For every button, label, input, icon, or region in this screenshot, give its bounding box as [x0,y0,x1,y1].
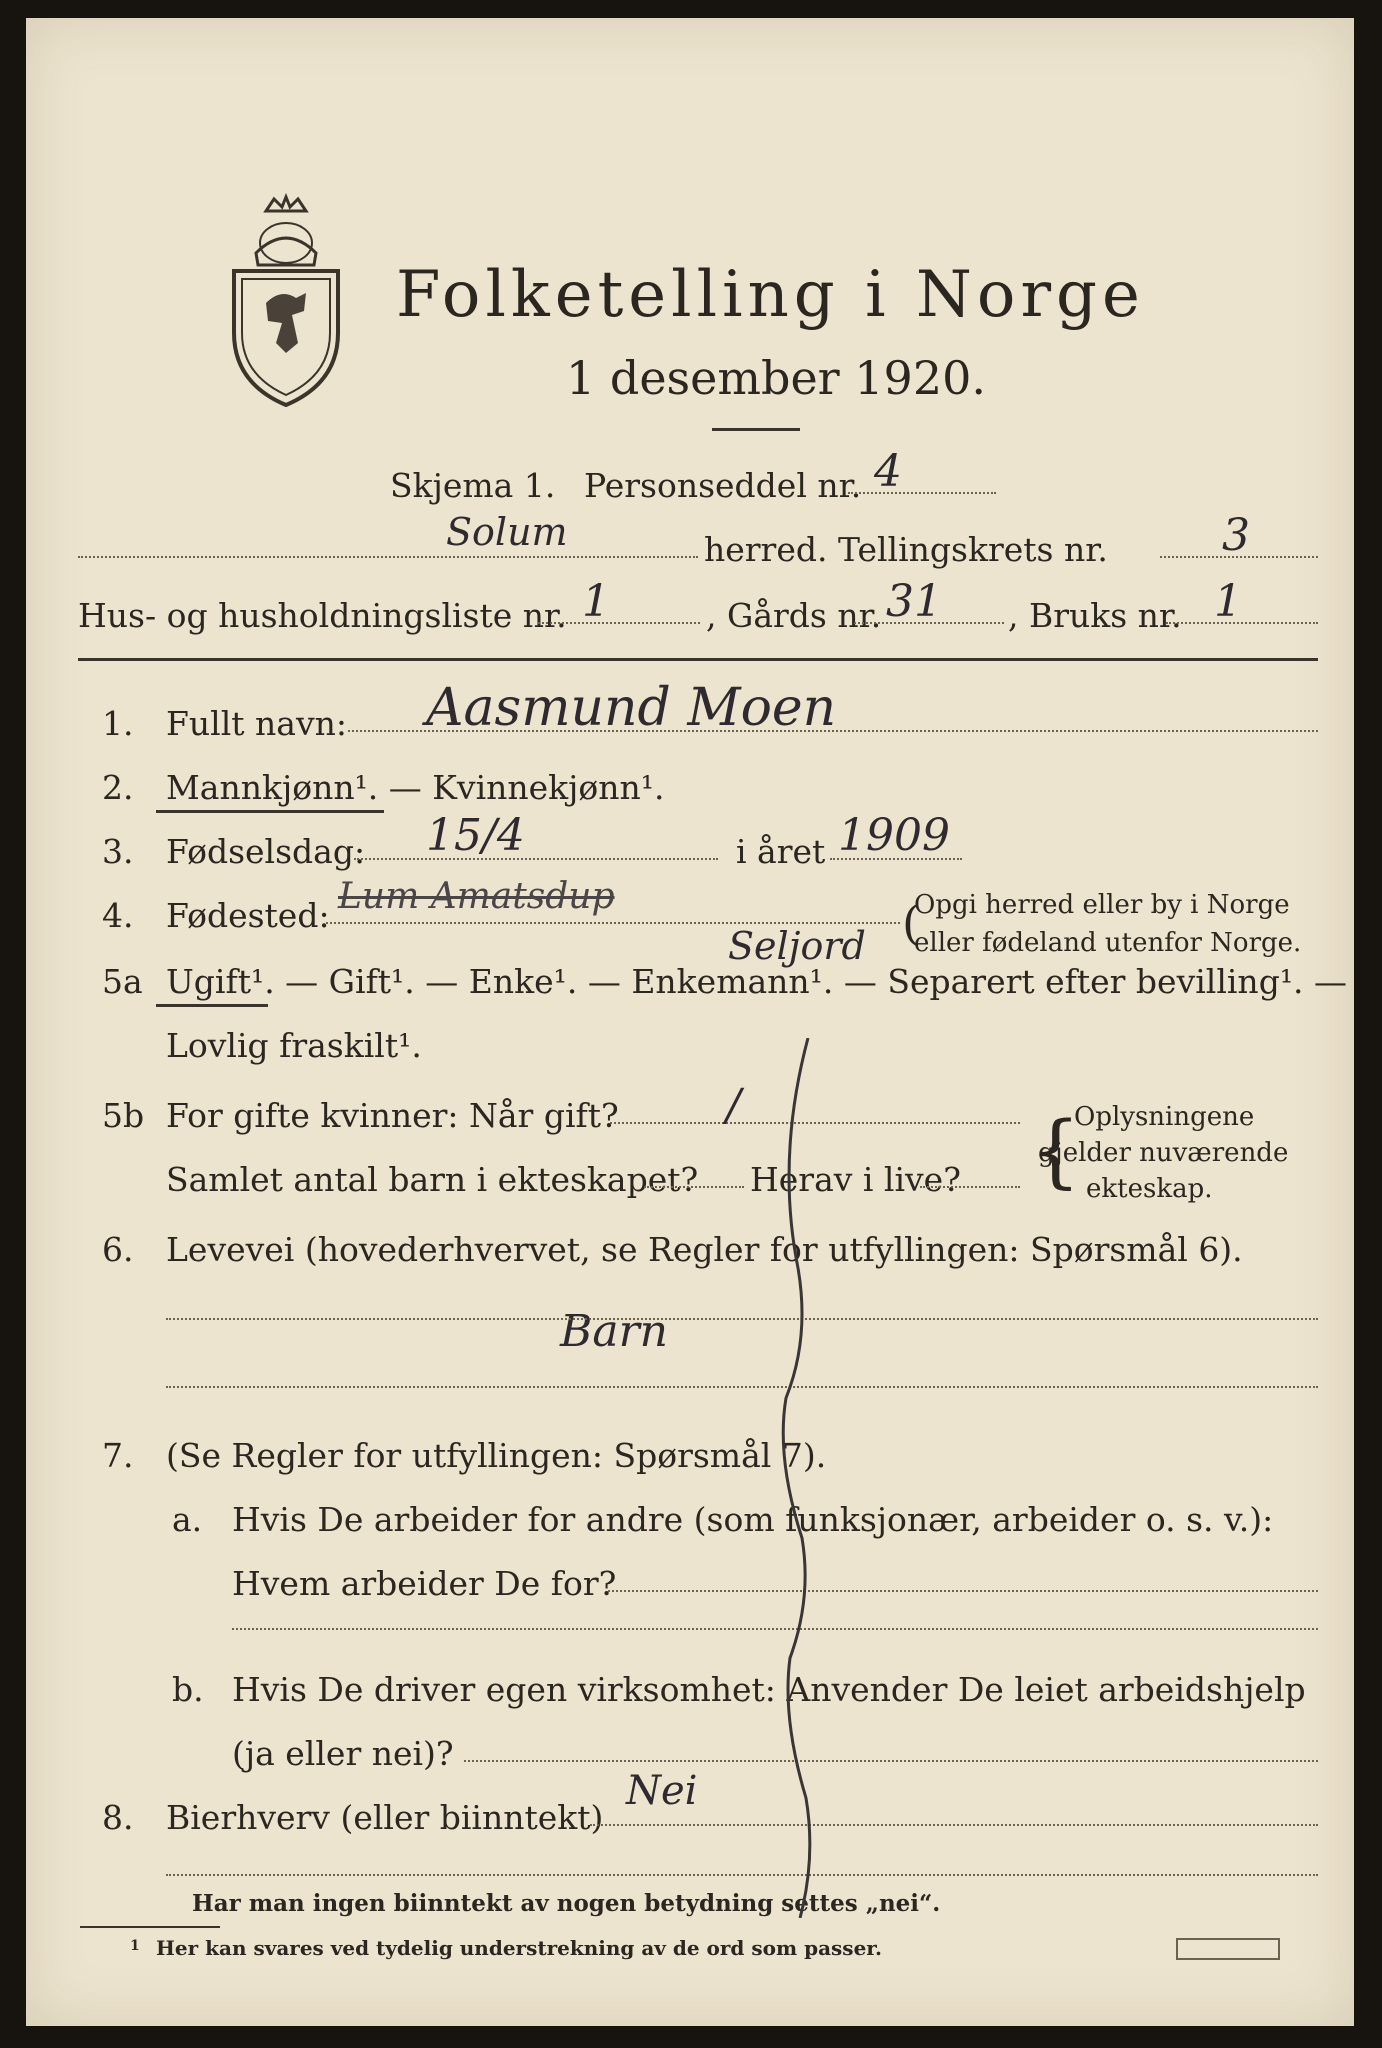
hired-help-field[interactable] [464,1760,1318,1762]
children-field[interactable] [644,1186,744,1188]
children-label: Samlet antal barn i ekteskapet? [166,1160,699,1199]
q5b-number: 5b [102,1096,145,1135]
title-divider [712,428,800,431]
bruks-field[interactable] [1166,622,1318,624]
q3-label: Fødselsdag: [166,832,366,871]
section-divider [78,658,1318,661]
herred-value: Solum [446,510,568,554]
full-name-value: Aasmund Moen [426,678,837,738]
personseddel-field[interactable] [848,492,996,494]
married-brace: { [1030,1104,1081,1197]
q4-label: Fødested: [166,896,330,935]
married-note-1: Oplysningene [1074,1102,1255,1132]
husliste-value: 1 [582,576,610,627]
living-field[interactable] [920,1186,1020,1188]
q7-label: (Se Regler for utfyllingen: Spørsmål 7). [166,1436,827,1475]
footnote-mark: 1 [130,1938,140,1954]
employer-field[interactable] [608,1590,1318,1592]
married-note-2: gjelder nuværende [1038,1138,1289,1168]
census-form [26,18,1354,2026]
q2-number: 2. [102,768,134,807]
q1-number: 1. [102,704,134,743]
herred-label: herred. [704,530,828,569]
marital-underline [156,1004,268,1007]
q4-number: 4. [102,896,134,935]
gender-options[interactable]: Mannkjønn¹. — Kvinnekjønn¹. [166,768,665,807]
personseddel-label: Personseddel nr. [584,466,862,505]
q3-number: 3. [102,832,134,871]
birth-year-value: 1909 [838,810,950,861]
year-label: i året [736,832,826,871]
occupation-field-2[interactable] [166,1386,1318,1388]
husliste-label: Hus- og husholdningsliste nr. [78,596,567,635]
tellingskrets-value: 3 [1222,510,1250,561]
bruks-label: , Bruks nr. [1008,596,1182,635]
side-income-value: Nei [626,1768,698,1814]
q7b-letter: b. [172,1670,204,1709]
q6-number: 6. [102,1230,134,1269]
bruks-value: 1 [1214,576,1242,627]
side-income-field[interactable] [590,1824,1318,1826]
norwegian-coat-of-arms-icon [226,193,346,413]
living-label: Herav i live? [750,1160,961,1199]
q7a-text: Hvis De arbeider for andre (som funksjonær, arbeider o. s. v.): [232,1500,1274,1539]
q7a-letter: a. [172,1500,203,1539]
gender-underline [156,810,384,813]
hired-help-label: (ja eller nei)? [232,1734,454,1773]
side-income-field-2[interactable] [166,1874,1318,1876]
q7b-text: Hvis De driver egen virksomhet: Anvender De leiet arbeidshjelp [232,1670,1306,1709]
gards-label: , Gårds nr. [706,596,882,635]
census-date: 1 desember 1920. [566,351,986,405]
schema-label: Skjema 1. [390,466,556,505]
personseddel-value: 4 [874,446,902,497]
q5a-number: 5a [102,962,143,1001]
married-when-value: / [726,1080,741,1131]
form-title: Folketelling i Norge [396,258,1145,332]
birthplace-note-1: Opgi herred eller by i Norge [914,890,1290,920]
herred-field[interactable] [78,556,698,558]
q6-label: Levevei (hovederhvervet, se Regler for utfyllingen: Spørsmål 6). [166,1230,1243,1269]
occupation-field[interactable] [166,1318,1318,1320]
nei-note: Har man ingen biinntekt av nogen betydning settes „nei“. [192,1890,941,1917]
birthplace-value: Seljord [728,924,866,968]
birthplace-note-2: eller fødeland utenfor Norge. [914,928,1302,958]
marital-status-options-2[interactable]: Lovlig fraskilt¹. [166,1026,422,1065]
handwritten-bracket-icon [746,1038,846,1918]
married-note-3: ekteskap. [1086,1174,1213,1204]
husliste-field[interactable] [538,622,700,624]
married-when-label: For gifte kvinner: Når gift? [166,1096,619,1135]
note-brace: ( [902,896,920,950]
tellingskrets-label: Tellingskrets nr. [838,530,1108,569]
footnote-divider [80,1926,220,1928]
q7-number: 7. [102,1436,134,1475]
marital-status-options[interactable]: Ugift¹. — Gift¹. — Enke¹. — Enkemann¹. — Separert efter bevilling¹. — [166,962,1348,1001]
employer-label: Hvem arbeider De for? [232,1564,617,1603]
birthday-value: 15/4 [426,810,525,861]
birthday-field[interactable] [354,858,718,860]
q8-number: 8. [102,1798,134,1837]
q8-label: Bierhverv (eller biinntekt) [166,1798,604,1837]
q1-label: Fullt navn: [166,704,347,743]
birthplace-struck: Lum Amatsdup [338,876,615,917]
footnote-text: Her kan svares ved tydelig understrekning av de ord som passer. [156,1936,882,1960]
printer-stamp-icon [1176,1938,1280,1960]
gards-value: 31 [886,576,942,627]
occupation-value: Barn [560,1306,668,1357]
